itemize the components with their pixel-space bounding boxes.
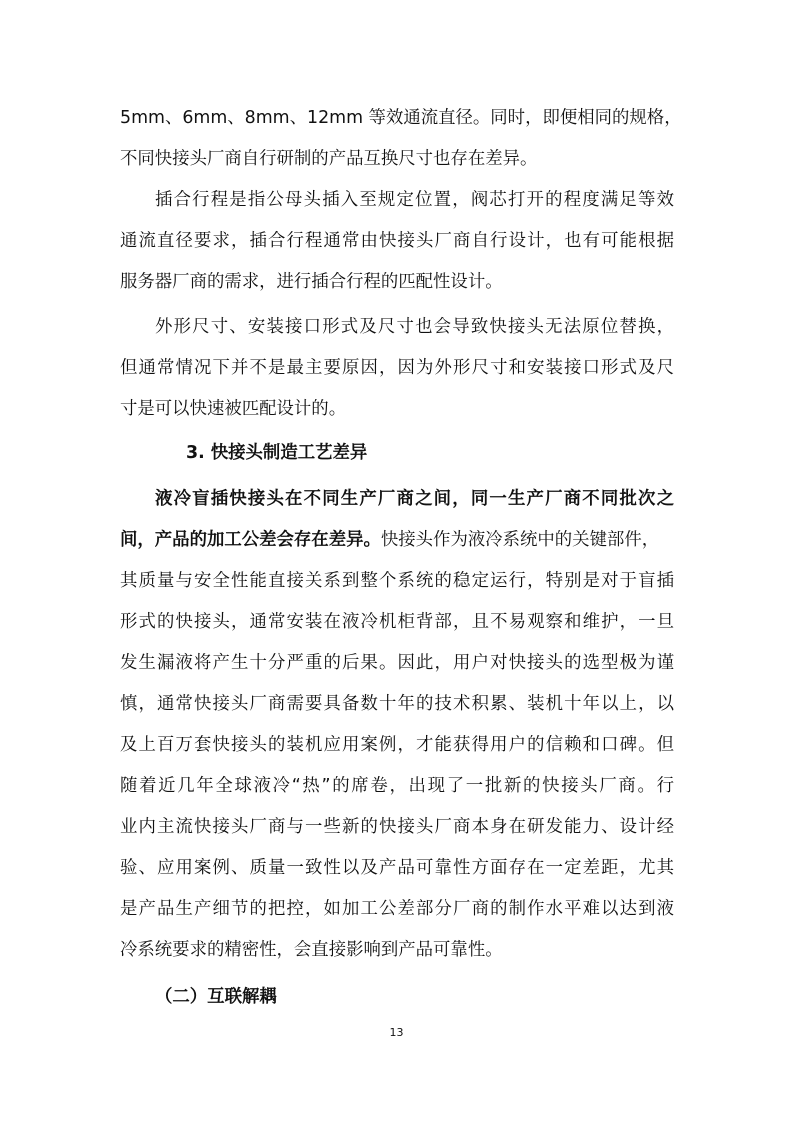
paragraph-line: 随着近几年全球液冷“热”的席卷，出现了一批新的快接头厂商。行 (120, 776, 674, 796)
paragraph-line: 服务器厂商的需求，进行插合行程的匹配性设计。 (120, 272, 503, 292)
paragraph-line: 不同快接头厂商自行研制的产品互换尺寸也存在差异。 (120, 149, 538, 169)
paragraph-line-mixed (120, 528, 674, 552)
section-heading: 3. 快接头制造工艺差异 (186, 443, 368, 463)
subsection-heading: （二）互联解耦 (155, 987, 277, 1007)
paragraph-line: 通流直径要求，插合行程通常由快接头厂商自行设计，也有可能根据 (120, 231, 674, 251)
paragraph-line: 及上百万套快接头的装机应用案例，才能获得用户的信赖和口碑。但 (120, 735, 674, 755)
paragraph-line: 验、应用案例、质量一致性以及产品可靠性方面存在一定差距，尤其 (120, 858, 674, 878)
regular-text: 快接头作为液冷系统中的关键部件， (380, 530, 660, 550)
paragraph-line: 外形尺寸、安装接口形式及尺寸也会导致快接头无法原位替换， (155, 317, 674, 337)
paragraph-line: 插合行程是指公母头插入至规定位置，阀芯打开的程度满足等效 (155, 190, 674, 210)
bold-lead-text: 间，产品的加工公差会存在差异。 (120, 530, 381, 550)
paragraph-line: 5mm、6mm、8mm、12mm 等效通流直径。同时，即便相同的规格， (120, 108, 682, 128)
paragraph-line: 其质量与安全性能直接关系到整个系统的稳定运行，特别是对于盲插 (120, 571, 674, 591)
page-number: 13 (389, 1026, 404, 1039)
paragraph-line: 慎，通常快接头厂商需要具备数十年的技术积累、装机十年以上，以 (120, 694, 674, 714)
paragraph-line: 但通常情况下并不是最主要原因，因为外形尺寸和安装接口形式及尺 (120, 358, 674, 378)
paragraph-line-bold: 液冷盲插快接头在不同生产厂商之间，同一生产厂商不同批次之 (155, 489, 674, 509)
paragraph-line: 业内主流快接头厂商与一些新的快接头厂商本身在研发能力、设计经 (120, 817, 674, 837)
paragraph-line: 发生漏液将产生十分严重的后果。因此，用户对快接头的选型极为谨 (120, 653, 674, 673)
paragraph-line: 冷系统要求的精密性，会直接影响到产品可靠性。 (120, 940, 503, 960)
paragraph-line: 是产品生产细节的把控，如加工公差部分厂商的制作水平难以达到液 (120, 899, 674, 919)
paragraph-line: 寸是可以快速被匹配设计的。 (120, 399, 347, 419)
paragraph-line: 形式的快接头，通常安装在液冷机柜背部，且不易观察和维护，一旦 (120, 612, 674, 632)
